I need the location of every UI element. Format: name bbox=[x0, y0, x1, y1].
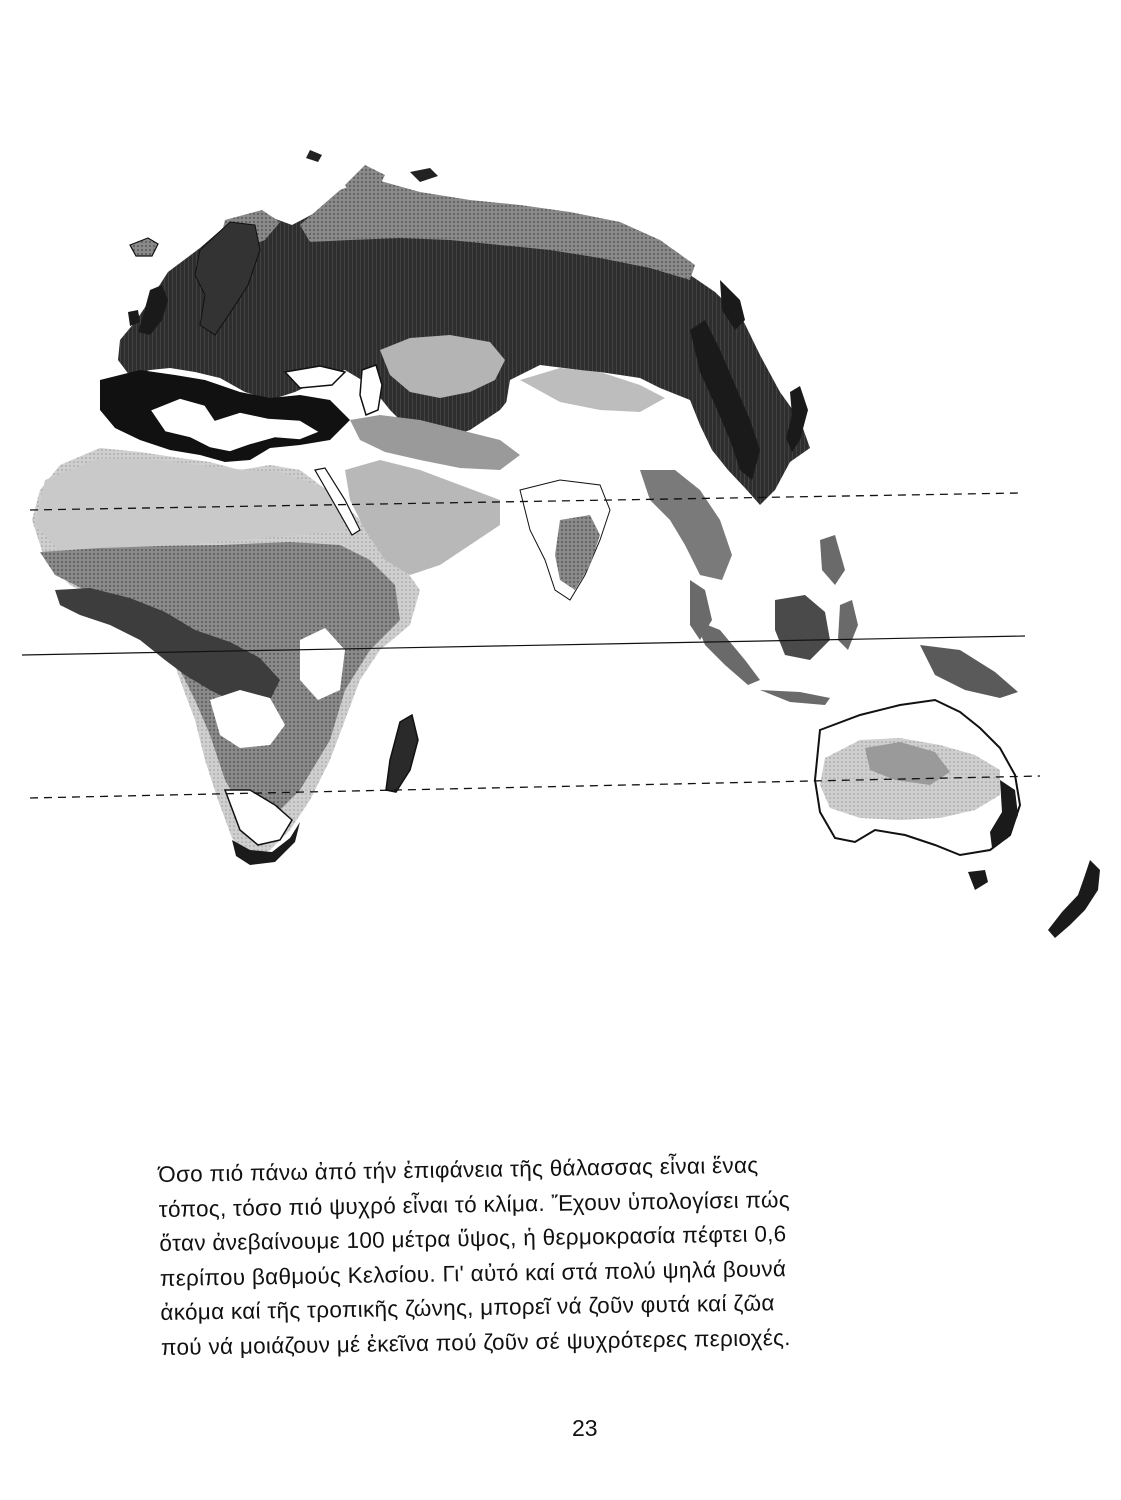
caspian-sea bbox=[360, 365, 382, 415]
tasmania bbox=[968, 870, 988, 890]
java bbox=[760, 690, 830, 705]
new-guinea bbox=[920, 645, 1018, 698]
body-paragraph bbox=[158, 1144, 1021, 1364]
page-number: 23 bbox=[572, 1415, 598, 1441]
madagascar bbox=[386, 715, 418, 792]
text-line: ἀκόμα καί τῆς τροπικῆς ζώνης, μπορεῖ νά ζοῦν φυτά καί ζῶα bbox=[160, 1290, 775, 1325]
sumatra bbox=[695, 620, 760, 685]
iceland bbox=[130, 238, 158, 256]
text-line: πού νά μοιάζουν μέ ἐκεῖνα πού ζοῦν σέ ψυχρότερες περιοχές. bbox=[160, 1324, 791, 1360]
arctic-island bbox=[410, 168, 438, 182]
india-plateau bbox=[555, 515, 600, 590]
text-line: ὅταν ἀνεβαίνουμε 100 μέτρα ὕψος, ἡ θερμοκρασία πέφτει 0,6 bbox=[159, 1221, 787, 1256]
new-zealand bbox=[1048, 860, 1100, 938]
arctic-island bbox=[306, 150, 322, 162]
borneo bbox=[775, 595, 830, 660]
indochina bbox=[640, 470, 732, 580]
text-line: τόπος, τόσο πιό ψυχρό εἶναι τό κλίμα. Ἔχουν ὑπολογίσει πώς bbox=[158, 1186, 791, 1222]
text-line: Όσο πιό πάνω ἀπό τήν ἐπιφάνεια τῆς θάλασσας εἶναι ἕνας bbox=[158, 1152, 759, 1187]
philippines bbox=[820, 535, 845, 585]
text-line: περίπου βαθμούς Κελσίου. Γι' αὐτό καί στά πολύ ψηλά βουνά bbox=[159, 1255, 787, 1291]
sulawesi bbox=[838, 600, 858, 650]
